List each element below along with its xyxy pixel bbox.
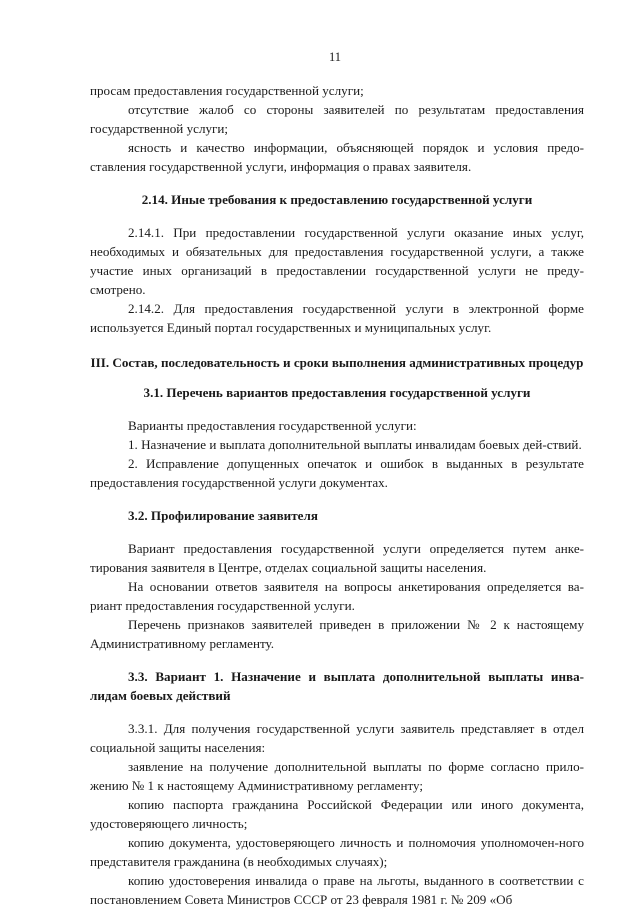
paragraph: копию удостоверения инвалида о праве на льготы, выданного в соответствии с постановлением Совета Министров СССР от 23 февраля 1981 г. № 209 «Об	[90, 873, 584, 907]
paragraph: 1. Назначение и выплата дополнительной выплаты инвалидам боевых дей-ствий.	[128, 437, 582, 452]
spacer	[90, 492, 584, 506]
paragraph: копию документа, удостоверяющего личность и полномочия уполномочен-ного представителя гражданина (в необходимых случаях);	[90, 835, 584, 869]
page-number: 11	[328, 50, 342, 64]
section-heading: 3.3. Вариант 1. Назначение и выплата дополнительной выплаты инва-лидам боевых действий	[90, 669, 584, 703]
document-body	[90, 81, 584, 909]
paragraph: 2. Исправление допущенных опечаток и ошибок в выданных в результате предоставления государственной услуги документах.	[90, 456, 584, 490]
spacer	[90, 176, 584, 190]
spacer	[90, 372, 584, 383]
paragraph: ясность и качество информации, объясняющей порядок и условия предо-ставления государственной услуги, информация о правах заявителя.	[90, 140, 584, 174]
paragraph: На основании ответов заявителя на вопросы анкетирования определяется ва-риант предоставления государственной услуги.	[90, 579, 584, 613]
spacer	[90, 209, 584, 223]
paragraph: отсутствие жалоб со стороны заявителей по результатам предоставления государственной услуги;	[90, 102, 584, 136]
paragraph: 3.3.1. Для получения государственной услуги заявитель представляет в отдел социальной защиты населения:	[90, 721, 584, 755]
spacer	[90, 525, 584, 539]
spacer	[90, 402, 584, 416]
paragraph: Перечень признаков заявителей приведен в приложении № 2 к настоящему Административному регламенту.	[90, 617, 584, 651]
paragraph: 2.14.2. Для предоставления государственной услуги в электронной форме используется Единый портал государственных и муниципальных услуг.	[90, 301, 584, 335]
paragraph: просам предоставления государственной услуги;	[90, 83, 364, 98]
section-heading: 2.14. Иные требования к предоставлению государственной услуги	[141, 192, 533, 207]
paragraph: копию паспорта гражданина Российской Федерации или иного документа, удостоверяющего личность;	[90, 797, 584, 831]
spacer	[90, 705, 584, 719]
paragraph: 2.14.1. При предоставлении государственной услуги оказание иных услуг, необходимых и обязательных для предоставления государственной услуги, а также участие иных организаций в предоставлении государственной услуги не преду-смотрено.	[90, 225, 584, 297]
section-heading: 3.1. Перечень вариантов предоставления государственной услуги	[143, 385, 531, 400]
section-heading: III. Состав, последовательность и сроки выполнения административных процедур	[90, 355, 584, 370]
paragraph: Варианты предоставления государственной услуги:	[128, 418, 417, 433]
section-heading: 3.2. Профилирование заявителя	[128, 508, 318, 523]
paragraph: Вариант предоставления государственной услуги определяется путем анке-тирования заявителя в Центре, отделах социальной защиты населения.	[90, 541, 584, 575]
spacer	[90, 653, 584, 667]
paragraph: заявление на получение дополнительной выплаты по форме согласно прило-жению № 1 к настоящему Административному регламенту;	[90, 759, 584, 793]
spacer	[90, 337, 584, 353]
